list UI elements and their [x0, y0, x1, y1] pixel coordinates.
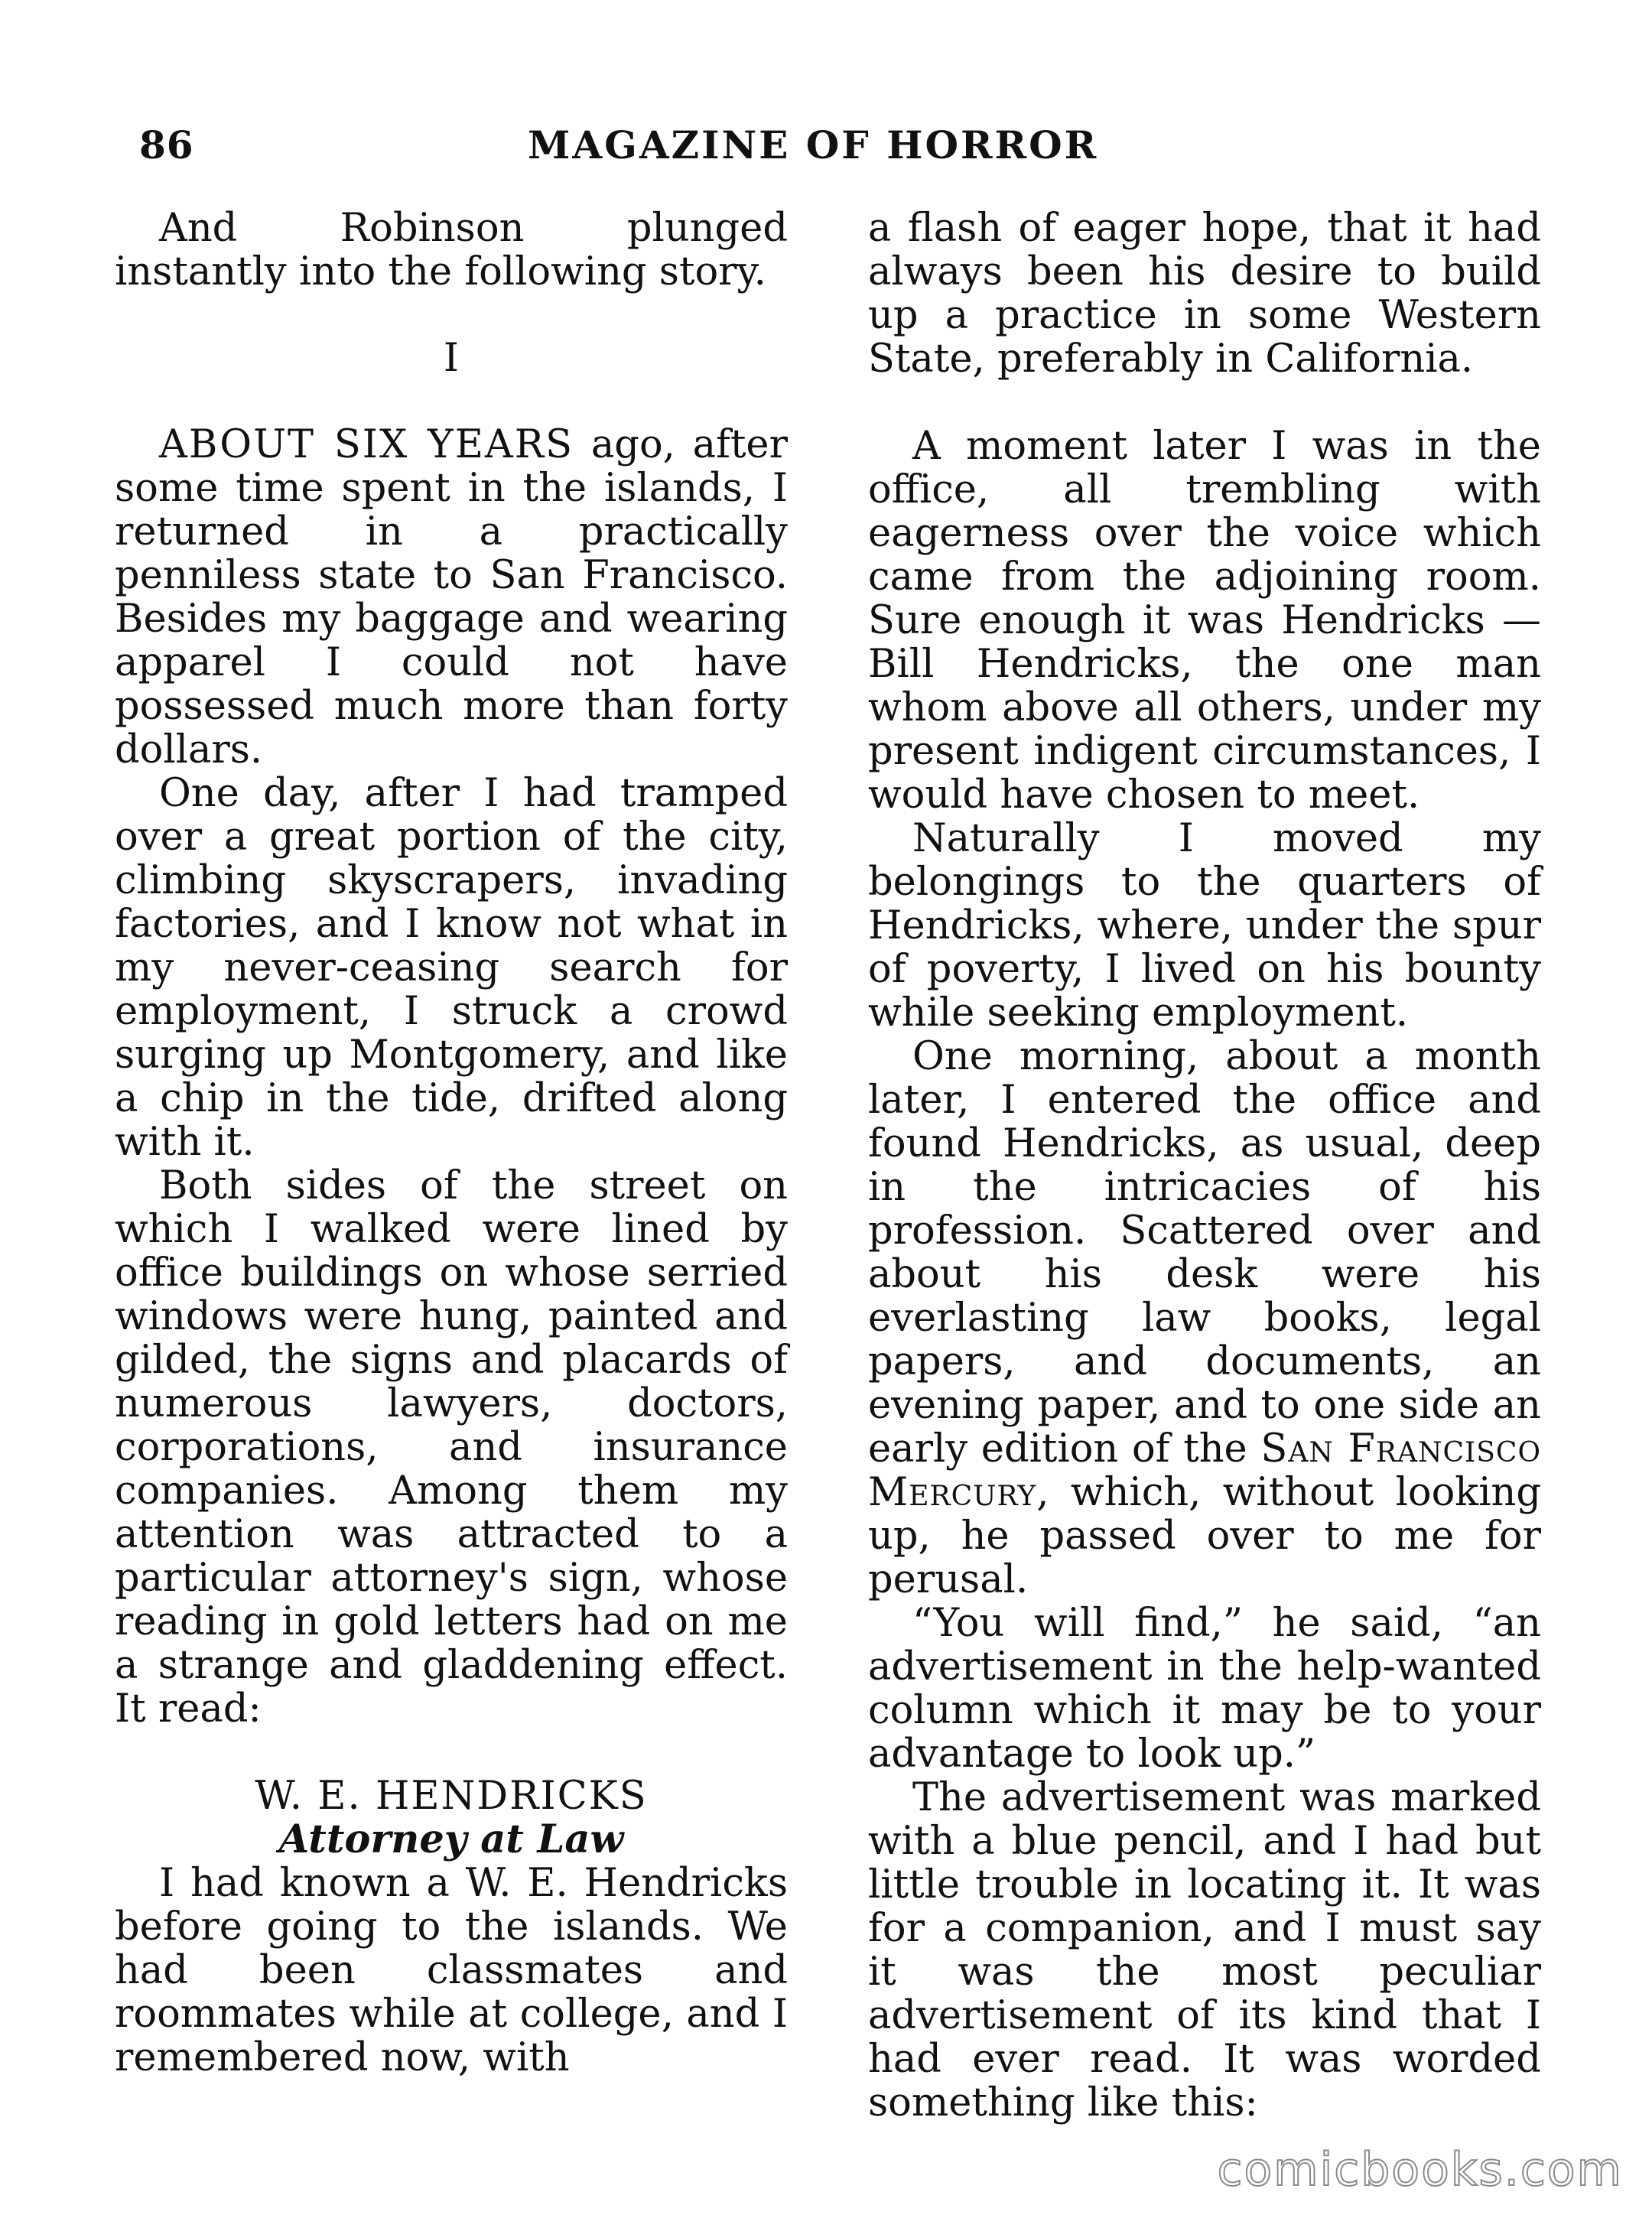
running-head: MAGAZINE OF HORROR: [528, 122, 1099, 167]
paragraph: “You will find,” he said, “an advertisement in the help-wanted column which it may be to your advantage to look up.”: [868, 1601, 1541, 1777]
paragraph-gap: [868, 381, 1541, 424]
paragraph: a flash of eager hope, that it had always been his desire to build up a practice in some Western State, preferably in California.: [868, 206, 1541, 382]
paragraph: One day, after I had tramped over a great portion of the city, climbing skyscrapers, invading factories, and I know not what in my never-ceasing search for employment, I struck a crowd surging up Montgomery, and like a chip in the tide, drifted along with it.: [115, 771, 788, 1165]
paragraph: I had known a W. E. Hendricks before going to the islands. We had been classmates and roommates while at college, and I remembered now, with: [115, 1861, 788, 2080]
attorney-sign: [115, 1774, 788, 1862]
paragraph: And Robinson plunged instantly into the following story.: [115, 206, 788, 294]
left-column: [115, 207, 788, 2080]
paragraph: [115, 423, 788, 772]
sign-name: W. E. HENDRICKS: [255, 1774, 648, 1819]
paragraph: The advertisement was marked with a blue pencil, and I had but little trouble in locating it. It was for a companion, and I must say it was the most peculiar advertisement of its kind that I had ever read. It was worded something like this:: [868, 1775, 1541, 2125]
page-number: 86: [139, 122, 194, 167]
paragraph: Both sides of the street on which I walked were lined by office buildings on whose serried windows were hung, painted and gilded, the signs and placards of numerous lawyers, doctors, corporations, and insurance companies. Among them my attention was attracted to a particular attorney's sign, whose reading in gold letters had on me a strange and gladdening effect. It read:: [115, 1163, 788, 1732]
sign-title: Attorney at Law: [278, 1816, 624, 1862]
paragraph: A moment later I was in the office, all trembling with eagerness over the voice which came from the adjoining room. Sure enough it was Hendricks — Bill Hendricks, the one man whom above all others, under my present indigent circumstances, I would have chosen to meet.: [868, 424, 1541, 818]
paragraph-lead-caps: ABOUT SIX YEARS: [159, 422, 574, 467]
paragraph-text: One morning, about a month later, I entered the office and found Hendricks, as usual, deep in the intricacies of his profession. Scattered over and about his desk were his everlasting law books, legal papers, and documents, an evening paper, and to one side an early edition of the: [868, 1034, 1541, 1472]
paragraph: Naturally I moved my belongings to the quarters of Hendricks, where, under the spur of poverty, I lived on his bounty while seeking employment.: [868, 816, 1541, 1036]
paragraph-text: ago, after some time spent in the islands, I returned in a practically penniless state to San Francisco. Besides my baggage and wearing apparel I could not have possessed much more than forty dollars.: [115, 422, 788, 772]
section-number: I: [443, 336, 460, 381]
watermark: comicbooks.com: [1217, 2143, 1623, 2197]
paragraph: [868, 1035, 1541, 1602]
newspaper-name: San Francisco Mercury: [868, 1426, 1541, 1515]
right-column: [868, 207, 1541, 2125]
paragraph-text: , which, without looking up, he passed over to me for perusal.: [868, 1470, 1541, 1602]
